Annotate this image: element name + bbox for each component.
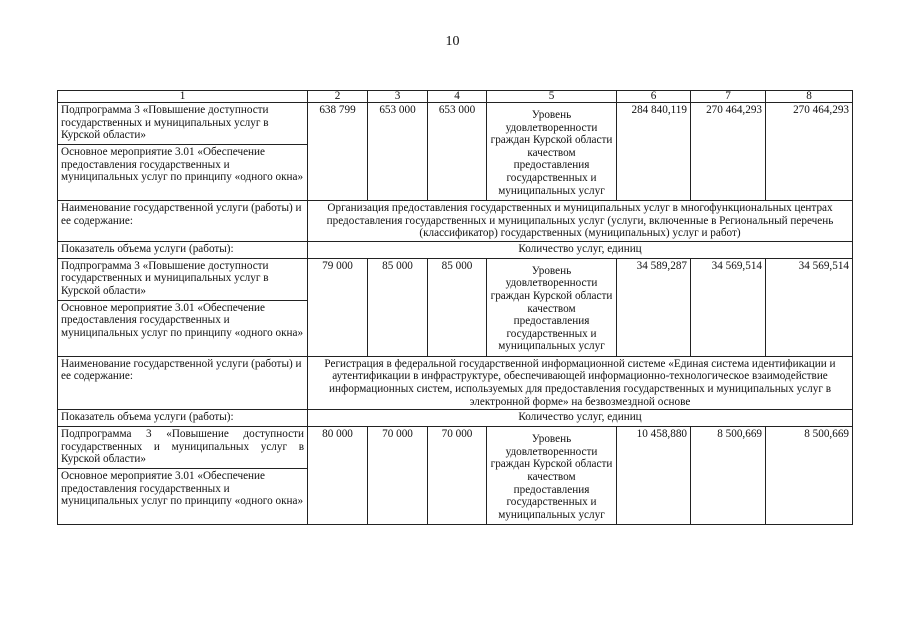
volume-label: Показатель объема услуги (работы): <box>58 410 308 427</box>
subprogram-cell: Подпрограмма 3 «Повышение доступности государственных и муниципальных услуг в Курской области» <box>58 427 308 469</box>
table-row <box>58 427 853 469</box>
value-cell: 653 000 <box>428 103 487 201</box>
volume-value: Количество услуг, единиц <box>308 241 853 258</box>
page-number: 10 <box>445 34 460 49</box>
value-cell: 70 000 <box>428 427 487 525</box>
service-description: Организация предоставления государственных и муниципальных услуг в многофункциональных центрах предоставления государственных и муниципальных услуг (услуги, включенные в Региональный перечень (классификатор) государственных (муниципальных) услуг и работ) <box>308 201 853 242</box>
value-cell: 85 000 <box>368 258 428 356</box>
header-cell: 7 <box>691 91 766 103</box>
value-cell: 653 000 <box>368 103 428 201</box>
header-cell: 2 <box>308 91 368 103</box>
indicator-cell: Уровень удовлетворенности граждан Курской области качеством предоставления государственных и муниципальных услуг <box>487 427 617 525</box>
header-cell: 5 <box>487 91 617 103</box>
table-row <box>58 410 853 427</box>
subprogram-cell: Подпрограмма 3 «Повышение доступности государственных и муниципальных услуг в Курской области» <box>58 258 308 300</box>
table-row <box>58 241 853 258</box>
service-label: Наименование государственной услуги (работы) и ее содержание: <box>58 201 308 242</box>
header-cell: 1 <box>58 91 308 103</box>
value-cell: 10 458,880 <box>617 427 691 525</box>
header-cell: 4 <box>428 91 487 103</box>
value-cell: 34 589,287 <box>617 258 691 356</box>
table-row <box>58 103 853 145</box>
activity-cell: Основное мероприятие 3.01 «Обеспечение предоставления государственных и муниципальных услуг по принципу «одного окна» <box>58 145 308 201</box>
service-description: Регистрация в федеральной государственной информационной системе «Единая система идентификации и аутентификации в инфраструктуре, обеспечивающей информационно-технологическое взаимодействие информационных систем, используемых для предоставления государственных и муниципальных услуг в электронной форме» на безвозмездной основе <box>308 356 853 409</box>
subprogram-cell: Подпрограмма 3 «Повышение доступности государственных и муниципальных услуг в Курской области» <box>58 103 308 145</box>
data-table <box>57 90 853 525</box>
value-cell: 34 569,514 <box>691 258 766 356</box>
volume-value: Количество услуг, единиц <box>308 410 853 427</box>
value-cell: 284 840,119 <box>617 103 691 201</box>
table-row <box>58 356 853 409</box>
volume-label: Показатель объема услуги (работы): <box>58 241 308 258</box>
value-cell: 79 000 <box>308 258 368 356</box>
value-cell: 70 000 <box>368 427 428 525</box>
table-row <box>58 201 853 242</box>
header-cell: 3 <box>368 91 428 103</box>
header-cell: 8 <box>766 91 853 103</box>
value-cell: 80 000 <box>308 427 368 525</box>
value-cell: 638 799 <box>308 103 368 201</box>
activity-cell: Основное мероприятие 3.01 «Обеспечение предоставления государственных и муниципальных услуг по принципу «одного окна» <box>58 300 308 356</box>
value-cell: 8 500,669 <box>691 427 766 525</box>
header-cell: 6 <box>617 91 691 103</box>
service-label: Наименование государственной услуги (работы) и ее содержание: <box>58 356 308 409</box>
indicator-cell: Уровень удовлетворенности граждан Курской области качеством предоставления государственных и муниципальных услуг <box>487 103 617 201</box>
value-cell: 270 464,293 <box>691 103 766 201</box>
indicator-cell: Уровень удовлетворенности граждан Курской области качеством предоставления государственных и муниципальных услуг <box>487 258 617 356</box>
value-cell: 34 569,514 <box>766 258 853 356</box>
activity-cell: Основное мероприятие 3.01 «Обеспечение предоставления государственных и муниципальных услуг по принципу «одного окна» <box>58 469 308 525</box>
value-cell: 270 464,293 <box>766 103 853 201</box>
header-row <box>58 91 853 103</box>
value-cell: 85 000 <box>428 258 487 356</box>
value-cell: 8 500,669 <box>766 427 853 525</box>
table-row <box>58 258 853 300</box>
